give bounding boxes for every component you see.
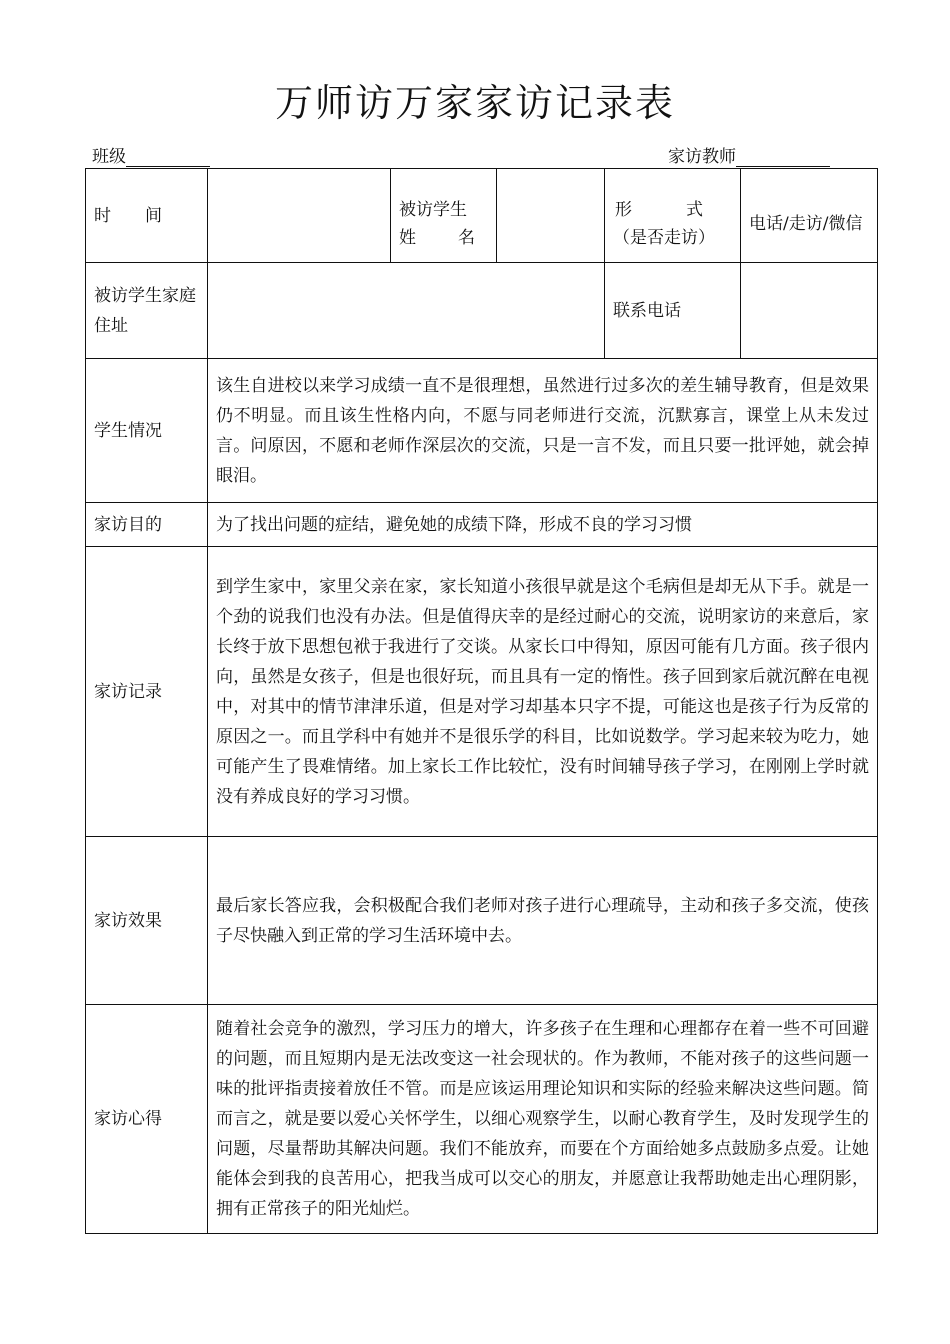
row-student-situation: [86, 359, 878, 503]
form-title: 万师访万家家访记录表: [274, 81, 675, 125]
purpose-label-cell: [86, 503, 208, 547]
student-name-value-cell[interactable]: [497, 169, 605, 263]
form-type-value-cell[interactable]: [741, 169, 878, 263]
address-label-cell: [86, 263, 208, 359]
row-basic-info: [86, 169, 878, 263]
row-purpose: [86, 503, 878, 547]
situation-text-cell: [208, 359, 878, 503]
purpose-text-cell: [208, 503, 878, 547]
class-blank[interactable]: [126, 146, 210, 167]
reflection-label-cell: [86, 1005, 208, 1234]
effect-label-cell: [86, 837, 208, 1005]
phone-label: 联系电话: [613, 300, 681, 321]
form-type-label-cell: [605, 169, 741, 263]
row-reflection: [86, 1005, 878, 1234]
effect-label: 家访效果: [94, 910, 162, 931]
address-value-cell[interactable]: [208, 263, 605, 359]
teacher-blank[interactable]: [736, 146, 830, 167]
form-label-a: 形: [615, 199, 632, 220]
effect-text-cell: [208, 837, 878, 1005]
time-label-b: 间: [145, 205, 162, 226]
teacher-label: 家访教师: [668, 147, 736, 167]
row-address: [86, 263, 878, 359]
teacher-field: [668, 142, 830, 167]
record-text-cell: [208, 547, 878, 837]
purpose-text: 为了找出问题的症结，避免她的成绩下降，形成不良的学习习惯: [216, 514, 692, 535]
student-name-label-cell: [391, 169, 497, 263]
phone-value-cell[interactable]: [741, 263, 878, 359]
student-name-label-b: 名: [458, 227, 475, 248]
row-record: [86, 547, 878, 837]
record-label-cell: [86, 547, 208, 837]
form-type-value: 电话/走访/微信: [749, 213, 863, 234]
student-name-label-line1: 被访学生: [399, 199, 467, 220]
situation-label-cell: [86, 359, 208, 503]
purpose-label: 家访目的: [94, 514, 162, 535]
situation-label: 学生情况: [94, 420, 162, 441]
reflection-text: 随着社会竞争的激烈，学习压力的增大，许多孩子在生理和心理都存在着一些不可回避的问题，而且短期内是无法改变这一社会现状的。作为教师，不能对孩子的这些问题一味的批评指责接着放任不管。而是应该运用理论知识和实际的经验来解决这些问题。简而言之，就是要以爱心关怀学生，以细心观察学生，以耐心教育学生，及时发现学生的问题，尽量帮助其解决问题。我们不能放弃，而要在个方面给她多点鼓励多点爱。让她能体会到我的良苦用心，把我当成可以交心的朋友，并愿意让我帮助她走出心理阴影，拥有正常孩子的阳光灿烂。: [216, 1019, 869, 1219]
time-label-cell: [86, 169, 208, 263]
phone-label-cell: [605, 263, 741, 359]
record-text: 到学生家中，家里父亲在家，家长知道小孩很早就是这个毛病但是却无从下手。就是一个劲的说我们也没有办法。但是值得庆幸的是经过耐心的交流，说明家访的来意后，家长终于放下思想包袱于我进行了交谈。从家长口中得知，原因可能有几方面。孩子很内向，虽然是女孩子，但是也很好玩，而且具有一定的惰性。孩子回到家后就沉醉在电视中，对其中的情节津津乐道，但是对学习却基本只字不提，可能这也是孩子行为反常的原因之一。而且学科中有她并不是很乐学的科目，比如说数学。学习起来较为吃力，她可能产生了畏难情绪。加上家长工作比较忙，没有时间辅导孩子学习，在刚刚上学时就没有养成良好的学习习惯。: [216, 576, 869, 807]
address-label: 被访学生家庭住址: [94, 285, 196, 336]
class-label: 班级: [92, 147, 126, 167]
reflection-label: 家访心得: [94, 1109, 162, 1129]
time-value-cell[interactable]: [208, 169, 391, 263]
row-effect: [86, 837, 878, 1005]
reflection-text-cell: [208, 1005, 878, 1234]
form-label-line2: （是否走访）: [613, 227, 715, 248]
visit-record-table: [85, 168, 878, 1234]
student-name-label-a: 姓: [399, 227, 416, 248]
form-label-b: 式: [686, 199, 703, 220]
effect-text: 最后家长答应我，会积极配合我们老师对孩子进行心理疏导，主动和孩子多交流，使孩子尽快融入到正常的学习生活环境中去。: [216, 895, 869, 946]
situation-text: 该生自进校以来学习成绩一直不是很理想，虽然进行过多次的差生辅导教育，但是效果仍不明显。而且该生性格内向，不愿与同老师进行交流，沉默寡言，课堂上从未发过言。问原因，不愿和老师作深层次的交流，只是一言不发，而且只要一批评她，就会掉眼泪。: [216, 375, 869, 486]
time-label-a: 时: [94, 205, 111, 226]
class-field: [92, 142, 210, 167]
record-label: 家访记录: [94, 681, 162, 702]
